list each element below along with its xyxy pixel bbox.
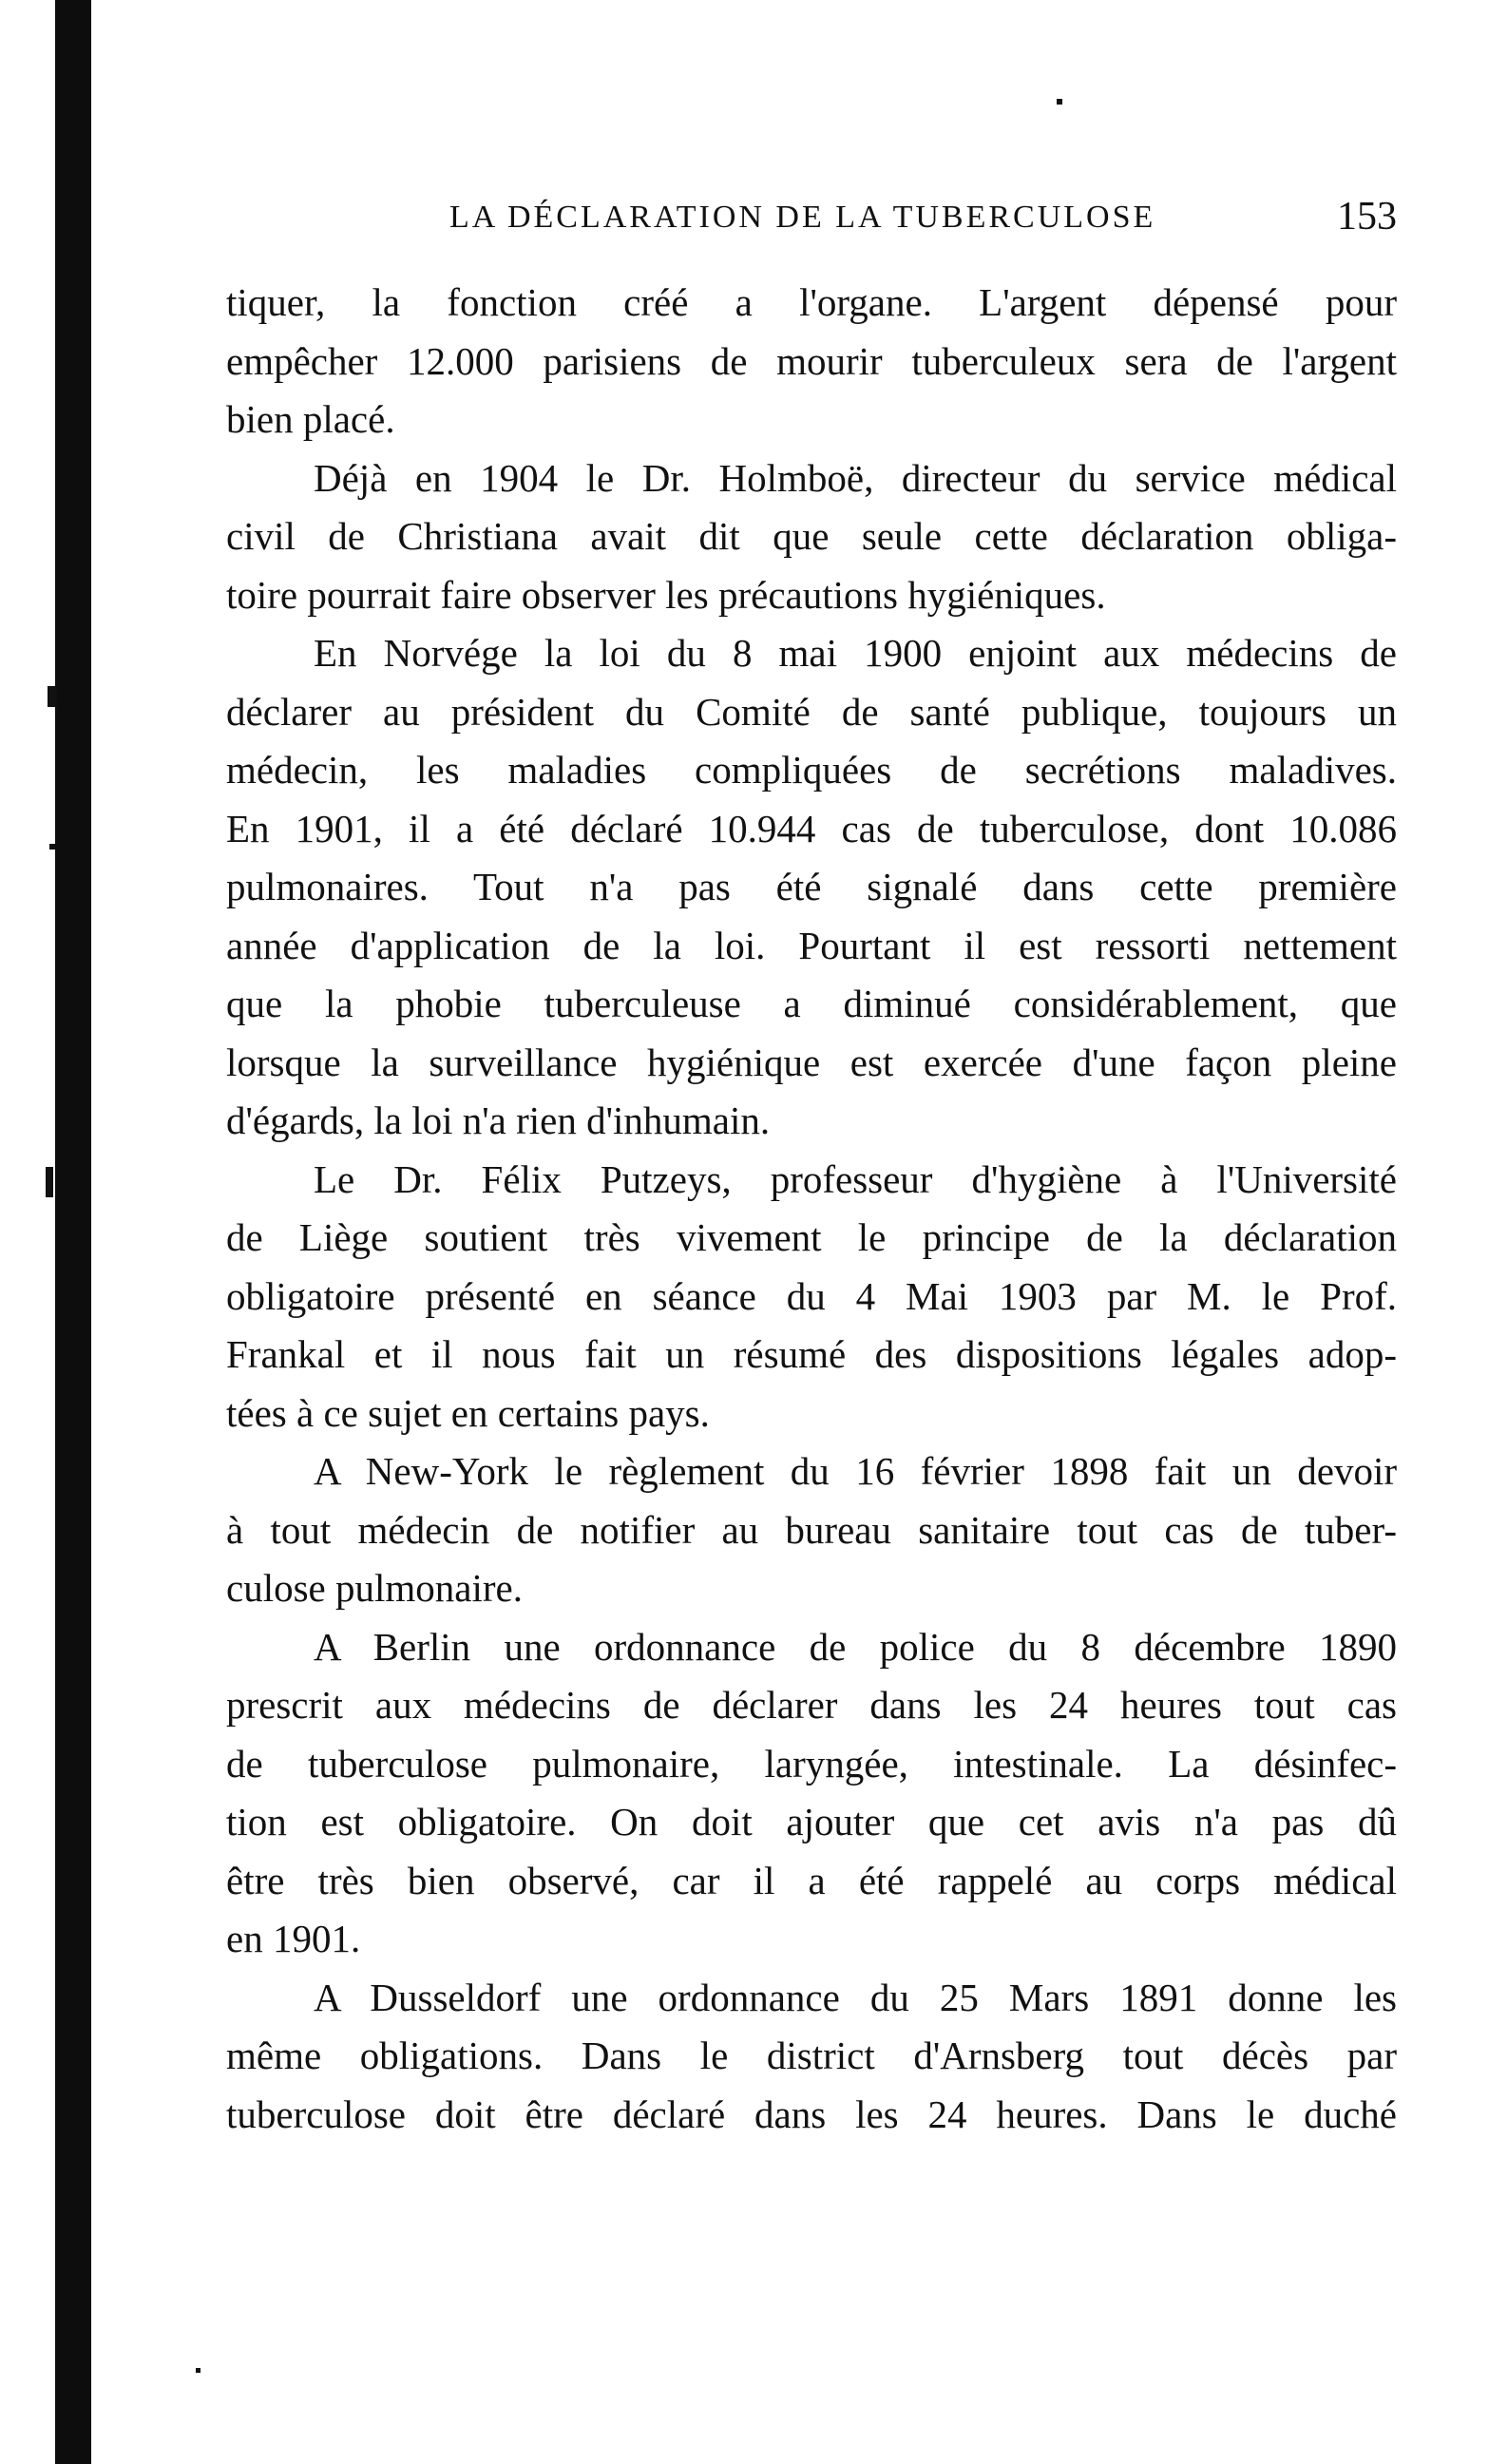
text-line: A Dusseldorf une ordonnance du 25 Mars 1891 donne les [314, 1975, 1397, 2019]
text-line: en 1901. [226, 1917, 361, 1960]
scan-speck [49, 844, 55, 850]
paragraph-dusseldorf [226, 1969, 1397, 2145]
scan-speck [196, 2368, 200, 2373]
text-line: tuberculose doit être déclaré dans les 24 heures. Dans le duché [226, 2092, 1397, 2136]
paragraph-putzeys [226, 1151, 1397, 1443]
text-line: à tout médecin de notifier au bureau sanitaire tout cas de tuber- [226, 1507, 1397, 1552]
text-line: toire pourrait faire observer les précautions hygiéniques. [226, 572, 1106, 617]
scan-speck [1057, 99, 1062, 105]
scan-binding-edge [55, 0, 91, 2464]
text-line: A Berlin une ordonnance de police du 8 décembre 1890 [314, 1624, 1397, 1669]
text-line: pulmonaires. Tout n'a pas été signalé dans cette première [226, 865, 1397, 908]
text-line: médecin, les maladies compliquées de secrétions maladives. [226, 748, 1397, 792]
text-line: Le Dr. Félix Putzeys, professeur d'hygiène à l'Université [314, 1156, 1397, 1201]
text-line: empêcher 12.000 parisiens de mourir tuberculeux sera de l'argent [226, 338, 1397, 383]
text-line: Frankal et il nous fait un résumé des dispositions légales adop- [226, 1332, 1397, 1376]
page-number: 153 [1337, 195, 1397, 239]
scan-speck [48, 686, 57, 707]
text-line: lorsque la surveillance hygiénique est exercée d'une façon pleine [226, 1040, 1397, 1084]
text-line: de Liège soutient très vivement le principe de la déclaration [226, 1215, 1397, 1259]
text-line: que la phobie tuberculeuse a diminué considérablement, que [226, 982, 1397, 1025]
text-line: d'égards, la loi n'a rien d'inhumain. [226, 1098, 771, 1142]
text-line: Déjà en 1904 le Dr. Holmboë, directeur du service médical [314, 455, 1397, 500]
body-text [226, 274, 1397, 2144]
text-line: En 1901, il a été déclaré 10.944 cas de tuberculose, dont 10.086 [226, 806, 1397, 850]
text-line: prescrit aux médecins de déclarer dans les 24 heures tout cas [226, 1683, 1397, 1727]
text-line: obligatoire présenté en séance du 4 Mai 1903 par M. le Prof. [226, 1273, 1397, 1318]
text-line: tiquer, la fonction créé a l'organe. L'argent dépensé pour [226, 280, 1397, 324]
text-line: même obligations. Dans le district d'Arnsberg tout décès par [226, 2034, 1397, 2077]
book-page [226, 171, 1397, 2144]
paragraph-continuation [226, 274, 1397, 449]
scan-speck [46, 1167, 53, 1197]
text-line: civil de Christiana avait dit que seule cette déclaration obliga- [226, 514, 1397, 558]
paragraph-berlin [226, 1618, 1397, 1969]
paragraph-new-york [226, 1442, 1397, 1618]
paragraph-norvege [226, 624, 1397, 1151]
text-line: année d'application de la loi. Pourtant il est ressorti nettement [226, 923, 1397, 967]
running-head [226, 171, 1397, 257]
text-line: être très bien observé, car il a été rappelé au corps médical [226, 1858, 1397, 1902]
text-line: tion est obligatoire. On doit ajouter que cet avis n'a pas dû [226, 1800, 1397, 1843]
text-line: A New-York le règlement du 16 février 1898 fait un devoir [314, 1449, 1397, 1493]
text-line: tées à ce sujet en certains pays. [226, 1390, 710, 1435]
text-line: déclarer au président du Comité de santé publique, toujours un [226, 689, 1397, 734]
paragraph-holmboe [226, 449, 1397, 625]
text-line: culose pulmonaire. [226, 1566, 523, 1610]
running-title: LA DÉCLARATION DE LA TUBERCULOSE [449, 200, 1156, 235]
text-line: de tuberculose pulmonaire, laryngée, intestinale. La désinfec- [226, 1741, 1397, 1786]
text-line: bien placé. [226, 397, 395, 441]
text-line: En Norvége la loi du 8 mai 1900 enjoint aux médecins de [314, 631, 1397, 675]
